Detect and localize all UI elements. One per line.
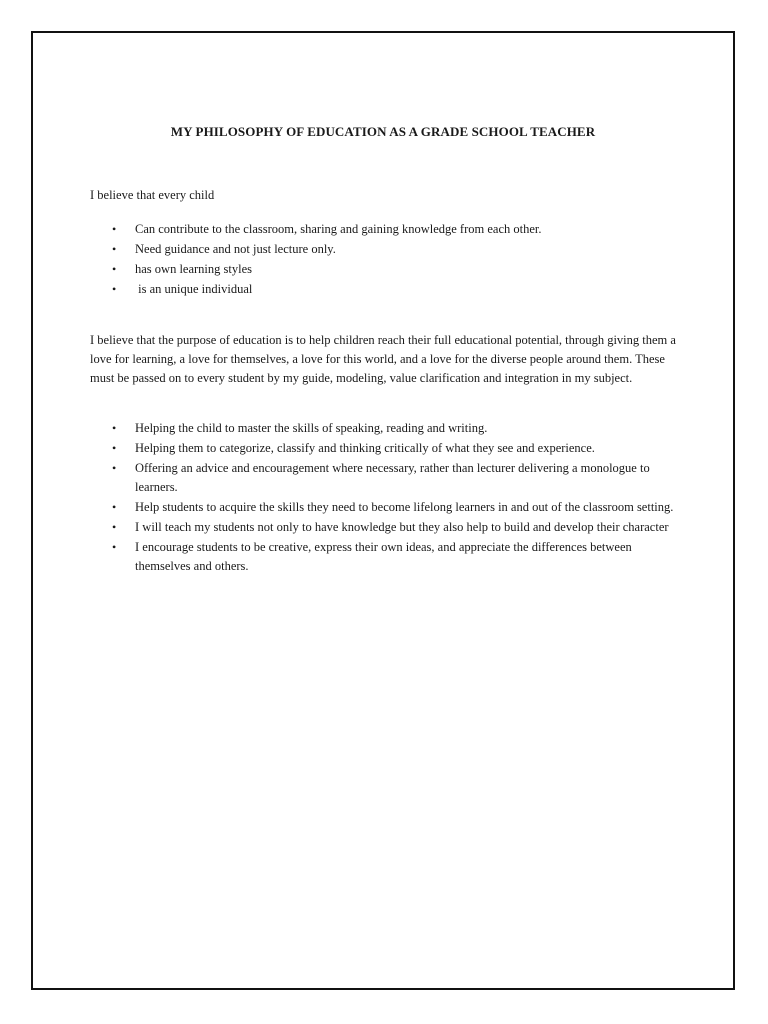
list-item (90, 439, 680, 458)
list-item (90, 260, 680, 279)
list-item-text: Help students to acquire the skills they need to become lifelong learners in and out of the classroom setting. (135, 500, 674, 514)
list-item-text: Helping the child to master the skills of speaking, reading and writing. (135, 421, 488, 435)
document-title: MY PHILOSOPHY OF EDUCATION AS A GRADE SCHOOL TEACHER (170, 124, 596, 139)
purpose-paragraph: I believe that the purpose of education is to help children reach their full educational potential, through giving them a love for learning, a love for themselves, a love for this world, and a love for the diverse people around them. These must be passed on to every student by my guide, modeling, value clarification and integration in my subject. (90, 333, 676, 385)
bullet-icon: • (112, 520, 117, 534)
bullet-icon: • (112, 242, 117, 256)
list-item (90, 459, 680, 497)
practice-list (90, 419, 680, 577)
bullet-icon: • (112, 222, 117, 236)
list-item-text: Need guidance and not just lecture only. (135, 242, 336, 256)
list-item (90, 518, 680, 537)
list-item-text: I will teach my students not only to have knowledge but they also help to build and develop their character (135, 520, 669, 534)
list-item (90, 538, 680, 576)
list-item (90, 498, 680, 517)
bullet-icon: • (112, 461, 117, 475)
list-item-text: has own learning styles (135, 262, 252, 276)
bullet-icon: • (112, 500, 117, 514)
list-item (90, 280, 680, 299)
list-item-text: Helping them to categorize, classify and thinking critically of what they see and experience. (135, 441, 595, 455)
list-item (90, 419, 680, 438)
bullet-icon: • (112, 421, 117, 435)
belief-list (90, 220, 680, 300)
bullet-icon: • (112, 441, 117, 455)
list-item (90, 240, 680, 259)
bullet-icon: • (112, 262, 117, 276)
list-item-text: Can contribute to the classroom, sharing and gaining knowledge from each other. (135, 222, 542, 236)
list-item-text: Offering an advice and encouragement where necessary, rather than lecturer delivering a monologue to learners. (135, 461, 650, 494)
list-item-text: I encourage students to be creative, express their own ideas, and appreciate the differences between themselves and others. (135, 540, 632, 573)
list-item-text: is an unique individual (135, 282, 253, 296)
bullet-icon: • (112, 282, 117, 296)
list-item (90, 220, 680, 239)
intro-text: I believe that every child (90, 188, 215, 202)
bullet-icon: • (112, 540, 117, 554)
